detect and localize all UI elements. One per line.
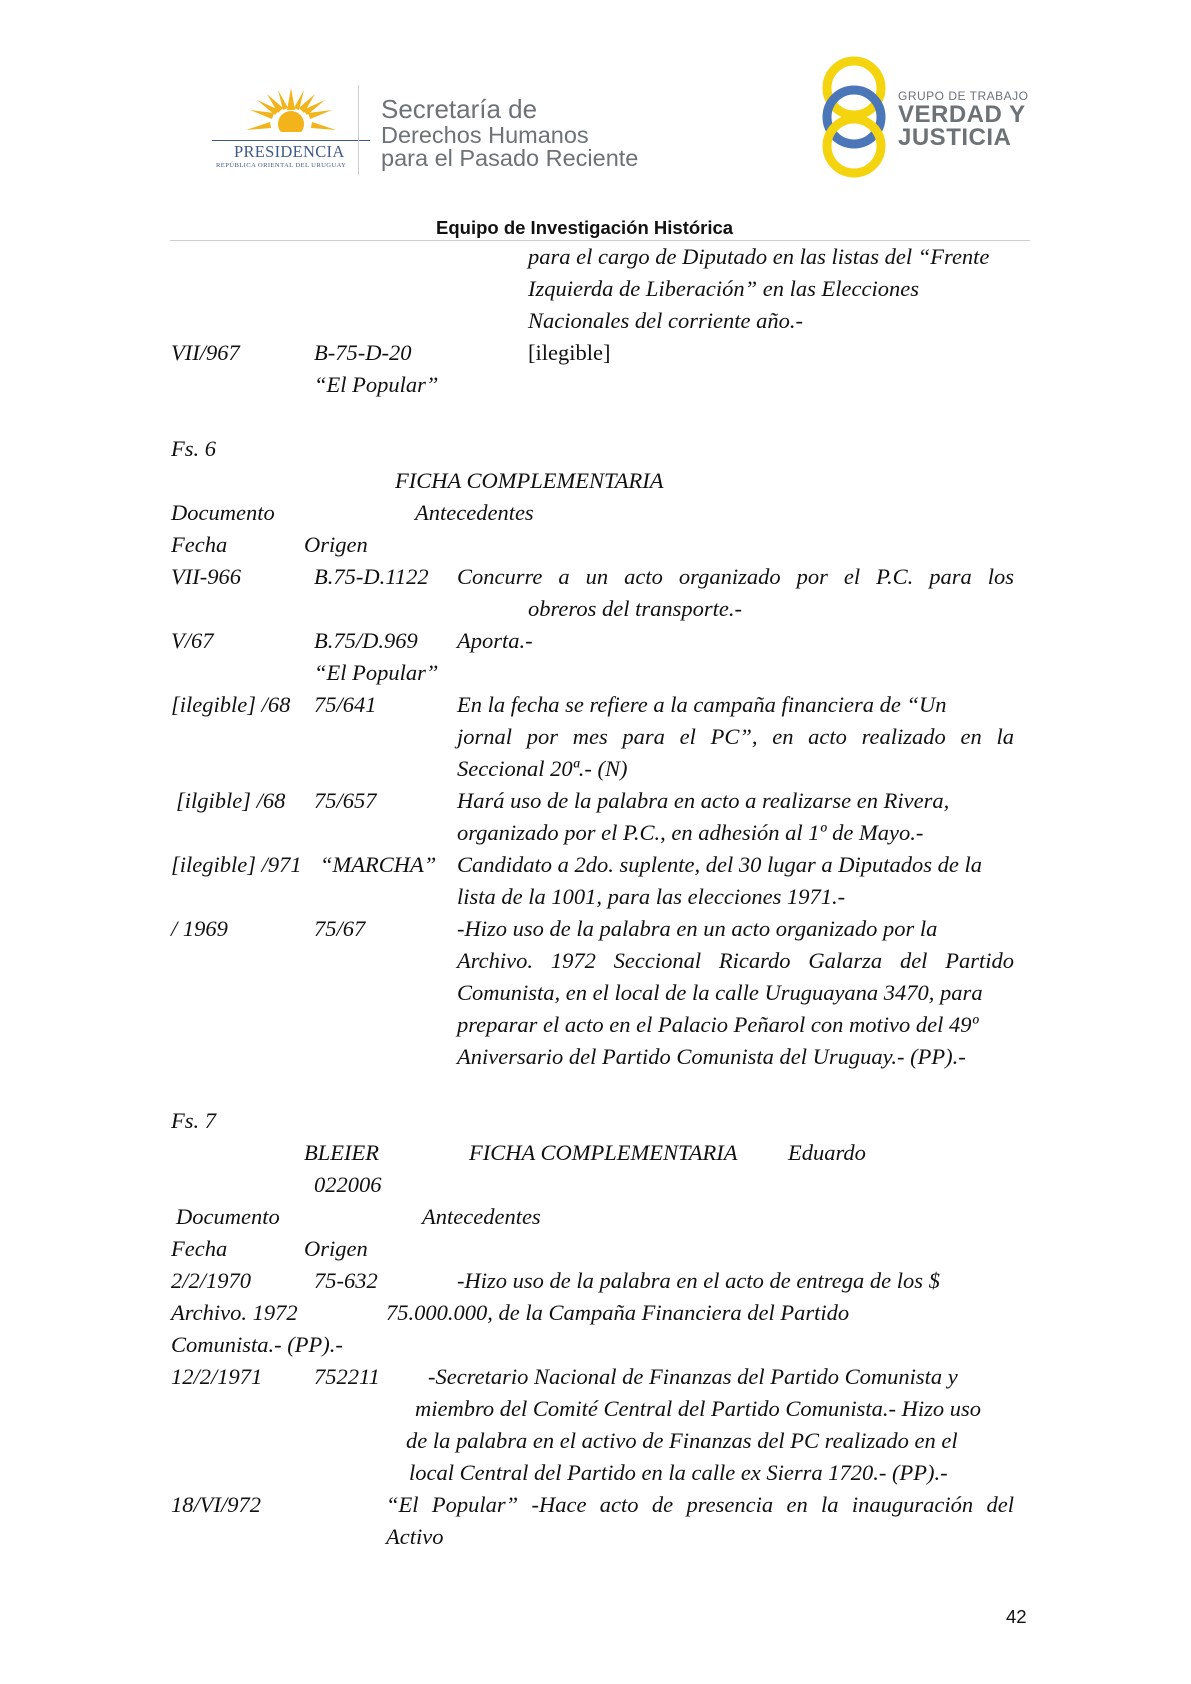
entry-origin: “MARCHA” [320,852,437,877]
continuation-line-2: Izquierda de Liberación” en las Elecciones [528,276,919,301]
entry-text-line: -Secretario Nacional de Finanzas del Partido Comunista y [428,1364,958,1389]
entry-date: V/67 [171,628,214,653]
presidencia-word: PRESIDENCIA [234,142,345,161]
entry-archive-note: Archivo. 1972 [171,1300,298,1325]
entry-text-line: organizado por el P.C., en adhesión al 1º de Mayo.- [457,820,924,845]
entry-date: VII-966 [171,564,241,589]
column-header-origen: Origen [304,532,368,557]
entry-text-line: lista de la 1001, para las elecciones 1971.- [457,884,846,909]
column-header-fecha: Fecha [171,1236,228,1261]
person-first-name: Eduardo [788,1140,866,1165]
person-surname: BLEIER [304,1140,379,1165]
column-header-documento: Documento [171,500,275,525]
entry-text-line: Comunista.- (PP).- [171,1332,343,1357]
secretaria-line1: Secretaría de [381,94,538,124]
entry-text-line: -Hizo uso de la palabra en el acto de entrega de los $ [457,1268,940,1293]
entry-date: VII/967 [171,340,240,365]
entry-text-line: obreros del transporte.- [528,596,742,621]
presidencia-subtitle: REPÚBLICA ORIENTAL DEL URUGUAY [216,162,347,169]
continuation-line-1: para el cargo de Diputado en las listas del “Frente [528,244,990,269]
entry-origin: 75-632 [314,1268,378,1293]
vyj-line1: GRUPO DE TRABAJO [898,89,1029,103]
page-number: 42 [1006,1606,1027,1627]
entry-text-line: En la fecha se refiere a la campaña financiera de “Un [457,692,947,717]
logo-divider [212,140,370,141]
entry-text-line: jornal por mes para el PC”, en acto realizado en la [457,724,1014,749]
entry-date: 2/2/1970 [171,1268,252,1293]
entry-text-line: Activo [386,1524,444,1549]
interlocked-rings-icon [820,54,888,180]
record-number: 022006 [314,1172,382,1197]
sun-emblem-icon [246,88,336,140]
continuation-line-3: Nacionales del corriente año.- [528,308,803,333]
secretaria-line3: para el Pasado Reciente [381,145,639,171]
entry-date: [ilgible] /68 [176,788,286,813]
secretaria-line2: Derechos Humanos [381,122,589,148]
entry-text-line: “El Popular” -Hace acto de presencia en la inauguración del [386,1492,1014,1517]
entry-text-line: Seccional 20ª.- (N) [457,756,628,781]
entry-text-line: Comunista, en el local de la calle Uruguayana 3470, para [457,980,983,1005]
vyj-line3: JUSTICIA [898,124,1012,151]
entry-text-line: miembro del Comité Central del Partido Comunista.- Hizo uso [415,1396,982,1421]
entry-origin: 752211 [314,1364,380,1389]
entry-origin: 75/67 [314,916,366,941]
ficha-title: FICHA COMPLEMENTARIA [469,1140,738,1165]
column-header-documento: Documento [176,1204,280,1229]
entry-origin: B.75/D.969 [314,628,418,653]
entry-origin-source: “El Popular” [314,372,439,397]
folio-label: Fs. 6 [171,436,216,461]
entry-text-line: Concurre a un acto organizado por el P.C. para los [457,564,1014,589]
entry-text-line: Candidato a 2do. suplente, del 30 lugar a Diputados de la [457,852,982,877]
entry-text-line: Aniversario del Partido Comunista del Uruguay.- (PP).- [457,1044,966,1069]
entry-date: [ilegible] /971 [171,852,302,877]
vyj-line2: VERDAD Y [898,101,1026,128]
column-header-antecedentes: Antecedentes [415,500,534,525]
column-header-origen: Origen [304,1236,368,1261]
header-divider [358,85,359,175]
folio-label: Fs. 7 [171,1108,216,1133]
entry-text-line: -Hizo uso de la palabra en un acto organizado por la [457,916,938,941]
entry-text-line: preparar el acto en el Palacio Peñarol con motivo del 49º [457,1012,979,1037]
header-rule [170,240,1030,241]
entry-origin: B.75-D.1122 [314,564,429,589]
entry-origin: 75/641 [314,692,377,717]
entry-text: [ilegible] [528,340,611,365]
entry-text-line: Archivo. 1972 Seccional Ricardo Galarza del Partido [457,948,1014,973]
entry-date: 12/2/1971 [171,1364,263,1389]
ficha-title: FICHA COMPLEMENTARIA [395,468,664,493]
entry-origin: B-75-D-20 [314,340,412,365]
team-title: Equipo de Investigación Histórica [436,217,734,238]
entry-date: 18/VI/972 [171,1492,261,1517]
entry-origin: 75/657 [314,788,377,813]
entry-text-line: de la palabra en el activo de Finanzas del PC realizado en el [406,1428,958,1453]
entry-text-line: local Central del Partido en la calle ex Sierra 1720.- (PP).- [409,1460,948,1485]
entry-date: [ilegible] /68 [171,692,291,717]
entry-text-line: Aporta.- [457,628,533,653]
column-header-antecedentes: Antecedentes [422,1204,541,1229]
entry-text-line: 75.000.000, de la Campaña Financiera del Partido [386,1300,850,1325]
entry-text-line: Hará uso de la palabra en acto a realizarse en Rivera, [457,788,950,813]
column-header-fecha: Fecha [171,532,228,557]
entry-date: / 1969 [171,916,228,941]
entry-origin-source: “El Popular” [314,660,439,685]
